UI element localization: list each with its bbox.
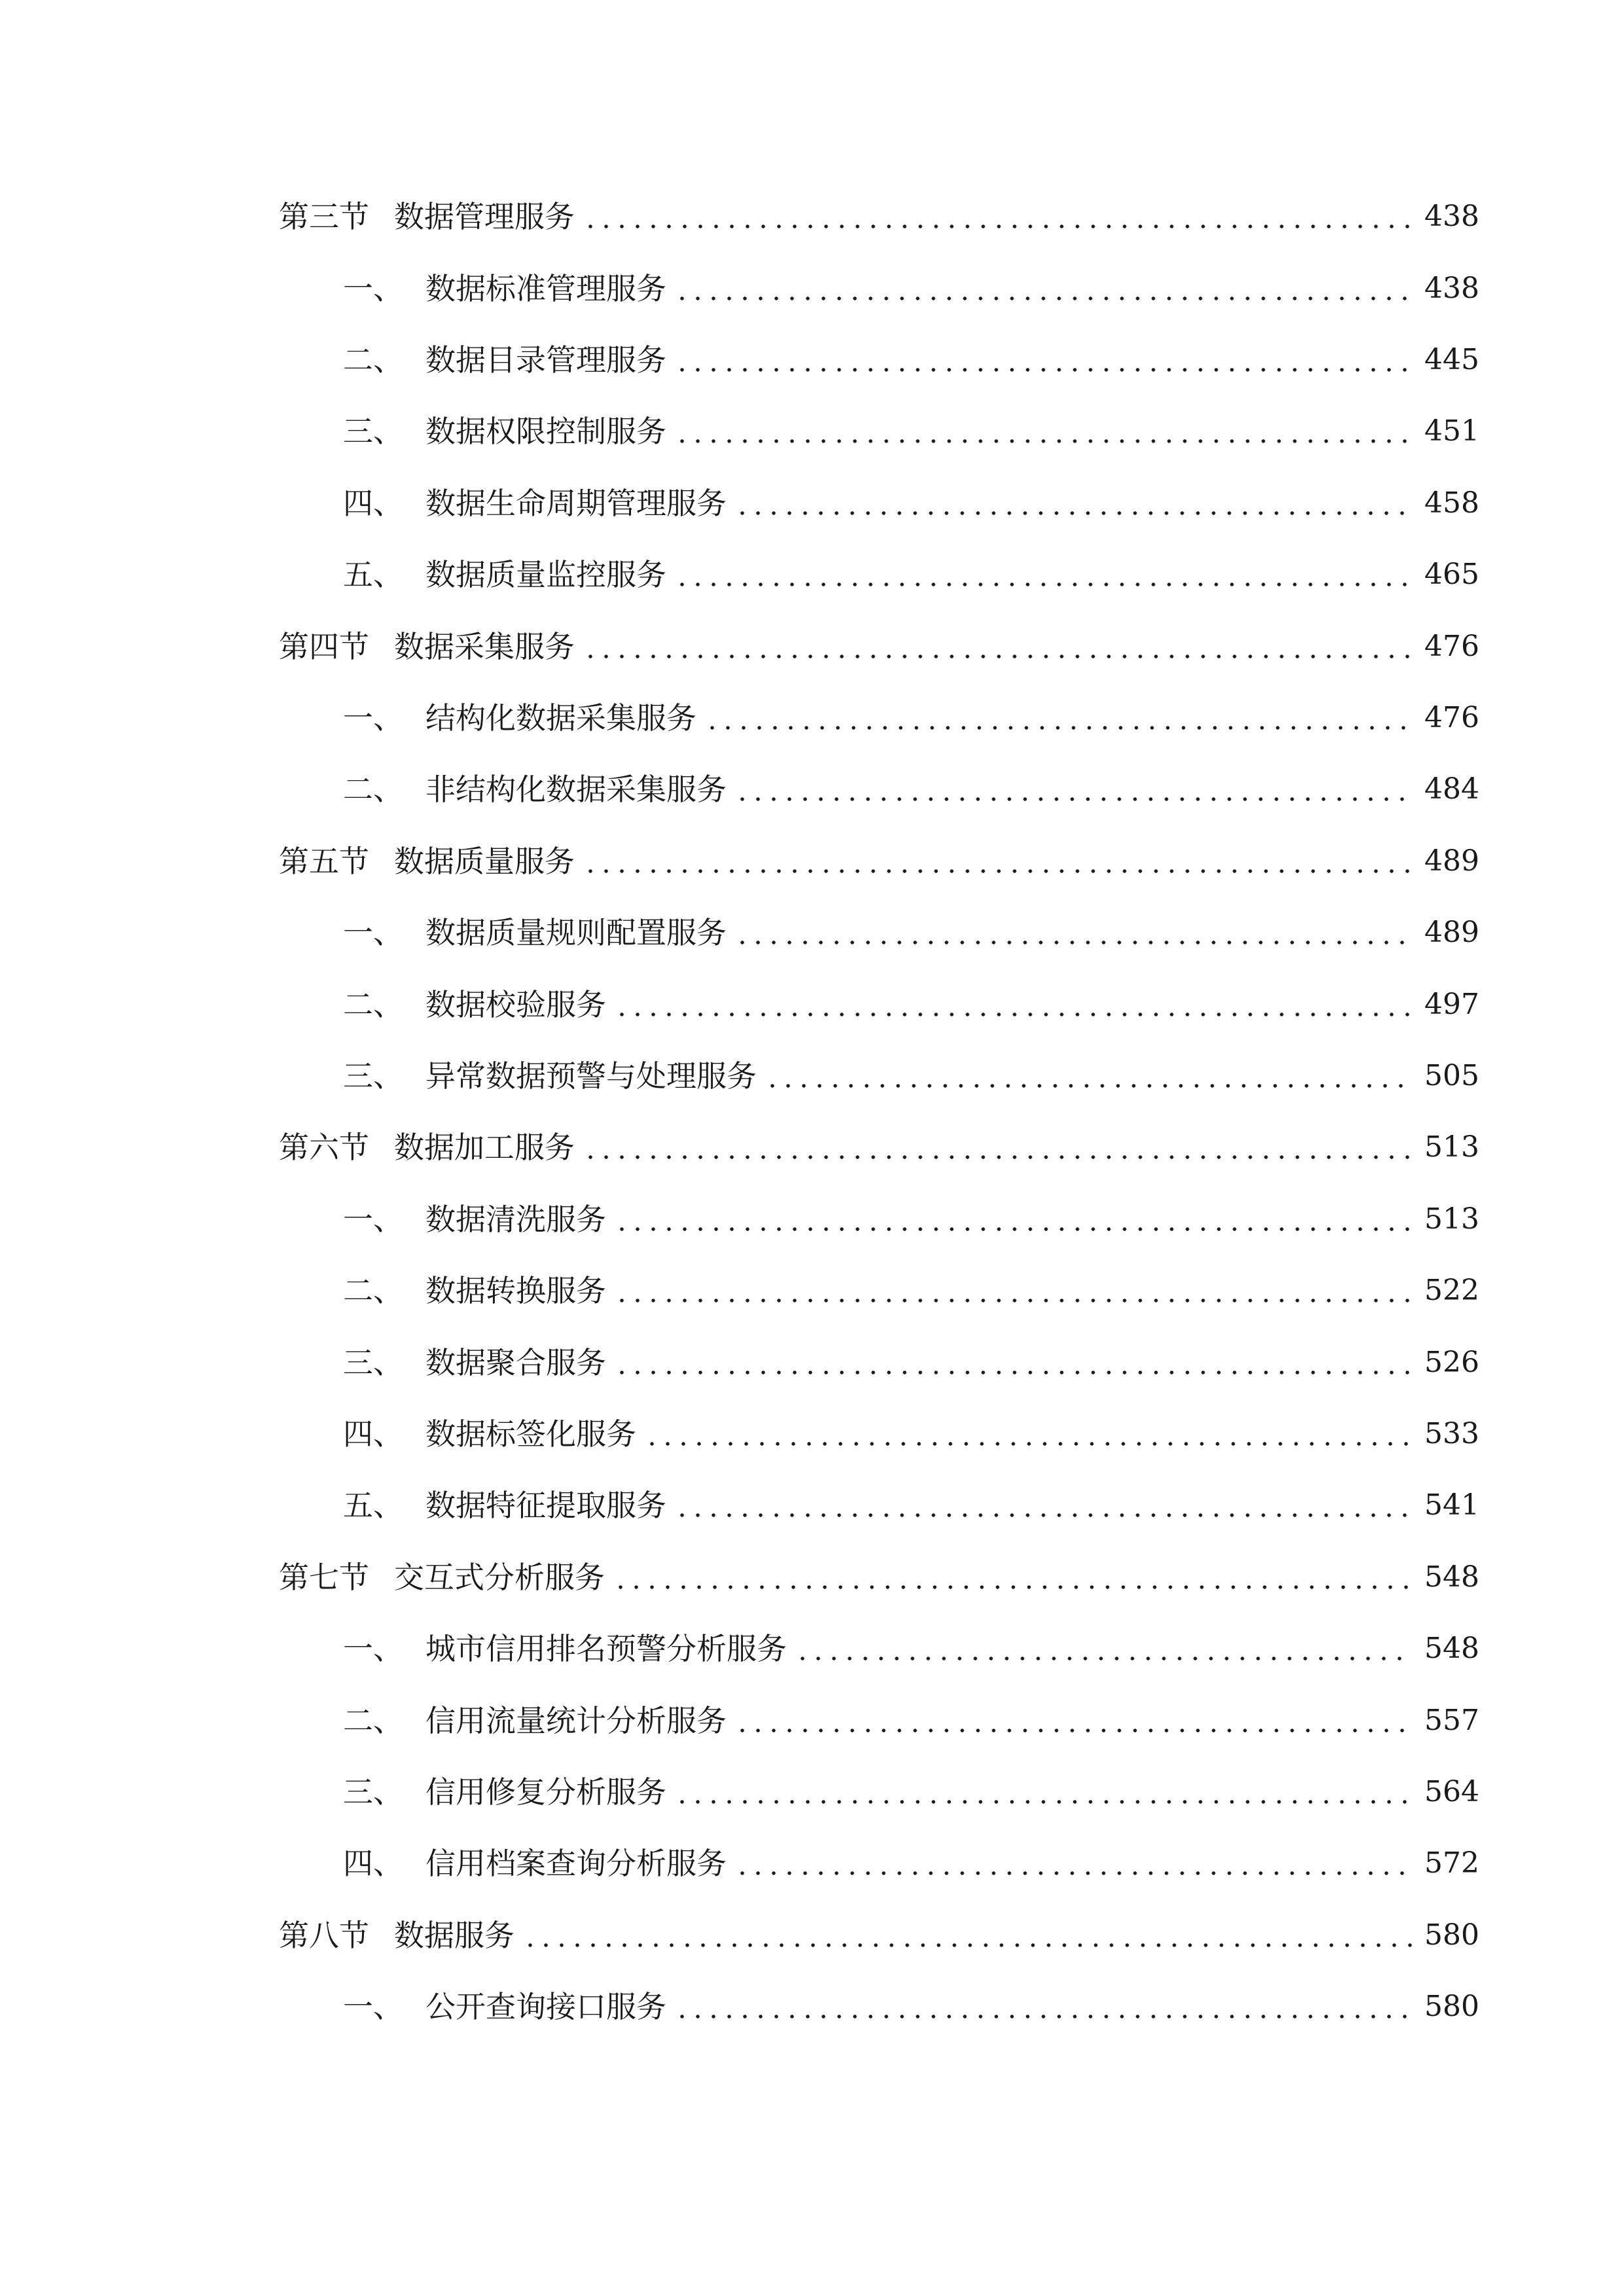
toc-entry[interactable]: [279, 1124, 1479, 1170]
toc-entry[interactable]: [343, 982, 1479, 1028]
toc-entry-title: 数据校验服务: [425, 987, 606, 1022]
toc-entry-page: 580: [1424, 1990, 1479, 2023]
dot-leader: [674, 552, 1413, 598]
toc-entry-title: 数据管理服务: [394, 199, 575, 234]
toc-entry-title: 数据生命周期管理服务: [425, 486, 727, 521]
toc-entry-title: 数据质量监控服务: [425, 557, 666, 592]
toc-entry-title: 结构化数据采集服务: [425, 700, 696, 736]
toc-entry-page: 445: [1424, 343, 1479, 376]
toc-entry[interactable]: [343, 1626, 1479, 1672]
toc-entry-number: 二、: [343, 772, 403, 807]
dot-leader: [704, 695, 1413, 741]
toc-entry-number: 第四节: [279, 629, 369, 664]
dot-leader: [614, 982, 1413, 1028]
toc-entry-number: 二、: [343, 987, 403, 1022]
toc-entry-number: 五、: [343, 557, 403, 592]
toc-entry-page: 526: [1424, 1346, 1479, 1379]
toc-entry-page: 489: [1424, 916, 1479, 949]
toc-entry-number: 一、: [343, 1202, 403, 1237]
dot-leader: [522, 1912, 1413, 1958]
toc-entry-number: 三、: [343, 1774, 403, 1810]
toc-entry[interactable]: [343, 1840, 1479, 1886]
toc-entry-page: 522: [1424, 1274, 1479, 1307]
dot-leader: [734, 1698, 1413, 1744]
toc-entry-title: 城市信用排名预警分析服务: [425, 1631, 787, 1666]
toc-entry[interactable]: [343, 1984, 1479, 2030]
toc-entry-number: 第三节: [279, 199, 369, 234]
toc-entry-title: 交互式分析服务: [394, 1560, 605, 1595]
toc-entry[interactable]: [343, 695, 1479, 741]
toc-entry-title: 数据质量服务: [394, 844, 575, 879]
toc-entry-page: 564: [1424, 1775, 1479, 1808]
dot-leader: [583, 1124, 1413, 1170]
toc-entry-title: 非结构化数据采集服务: [425, 772, 727, 807]
toc-entry-title: 异常数据预警与处理服务: [425, 1058, 757, 1094]
toc-entry[interactable]: [343, 408, 1479, 454]
dot-leader: [674, 1482, 1413, 1528]
dot-leader: [583, 624, 1413, 670]
toc-entry-number: 三、: [343, 1345, 403, 1380]
toc-entry-number: 一、: [343, 1631, 403, 1666]
toc-entry-page: 513: [1424, 1130, 1479, 1164]
toc-entry[interactable]: [279, 1554, 1479, 1600]
toc-entry-title: 数据特征提取服务: [425, 1488, 666, 1523]
toc-entry-page: 489: [1424, 844, 1479, 878]
toc-entry-page: 572: [1424, 1846, 1479, 1880]
toc-entry-number: 五、: [343, 1488, 403, 1523]
dot-leader: [613, 1554, 1413, 1600]
toc-entry-number: 二、: [343, 342, 403, 378]
dot-leader: [674, 408, 1413, 454]
toc-entry-page: 497: [1424, 988, 1479, 1021]
dot-leader: [734, 766, 1413, 812]
toc-entry-page: 557: [1424, 1704, 1479, 1737]
toc-entry-page: 580: [1424, 1918, 1479, 1952]
toc-entry[interactable]: [343, 766, 1479, 812]
toc-entry-page: 484: [1424, 772, 1479, 806]
toc-entry[interactable]: [343, 552, 1479, 598]
dot-leader: [614, 1268, 1413, 1314]
dot-leader: [644, 1411, 1413, 1457]
toc-entry[interactable]: [343, 1411, 1479, 1457]
toc-entry-title: 数据转换服务: [425, 1273, 606, 1308]
toc-entry-page: 451: [1424, 414, 1479, 448]
toc-entry-number: 三、: [343, 414, 403, 449]
dot-leader: [583, 838, 1413, 884]
dot-leader: [583, 194, 1413, 240]
toc-entry-title: 数据目录管理服务: [425, 342, 666, 378]
toc-entry-number: 第六节: [279, 1130, 369, 1165]
toc-entry[interactable]: [279, 838, 1479, 884]
toc-entry-number: 一、: [343, 271, 403, 306]
toc-entry-page: 438: [1424, 200, 1479, 233]
toc-entry-title: 数据权限控制服务: [425, 414, 666, 449]
toc-entry-title: 信用修复分析服务: [425, 1774, 666, 1810]
toc-entry-number: 四、: [343, 486, 403, 521]
toc-entry-title: 数据服务: [394, 1918, 514, 1953]
toc-entry-page: 548: [1424, 1632, 1479, 1665]
toc-entry-page: 505: [1424, 1059, 1479, 1092]
toc-entry[interactable]: [343, 1340, 1479, 1386]
toc-entry-page: 541: [1424, 1488, 1479, 1522]
toc-entry-page: 465: [1424, 558, 1479, 591]
toc-entry-number: 一、: [343, 915, 403, 950]
toc-entry-page: 548: [1424, 1560, 1479, 1594]
toc-entry-number: 三、: [343, 1058, 403, 1094]
dot-leader: [614, 1196, 1413, 1242]
toc-entry-number: 二、: [343, 1703, 403, 1738]
dot-leader: [614, 1340, 1413, 1386]
toc-entry-page: 513: [1424, 1202, 1479, 1236]
toc-entry-title: 信用档案查询分析服务: [425, 1846, 727, 1881]
toc-entry-title: 数据采集服务: [394, 629, 575, 664]
toc-entry[interactable]: [279, 194, 1479, 240]
toc-entry-title: 数据清洗服务: [425, 1202, 606, 1237]
toc-entry-page: 476: [1424, 701, 1479, 734]
toc-entry-number: 第五节: [279, 844, 369, 879]
toc-entry[interactable]: [343, 910, 1479, 956]
toc-entry-number: 第八节: [279, 1918, 369, 1953]
toc-entry[interactable]: [343, 266, 1479, 312]
toc-entry-title: 数据标签化服务: [425, 1416, 636, 1452]
toc-entry[interactable]: [343, 1482, 1479, 1528]
toc-entry-title: 数据加工服务: [394, 1130, 575, 1165]
toc-entry[interactable]: [343, 1196, 1479, 1242]
dot-leader: [795, 1626, 1413, 1672]
toc-entry[interactable]: [343, 1769, 1479, 1815]
toc-entry[interactable]: [279, 624, 1479, 670]
toc-entry[interactable]: [343, 1698, 1479, 1744]
toc-entry-number: 一、: [343, 700, 403, 736]
toc-entry-page: 476: [1424, 630, 1479, 663]
toc-entry-title: 数据聚合服务: [425, 1345, 606, 1380]
toc-entry-number: 四、: [343, 1416, 403, 1452]
toc-entry-title: 数据质量规则配置服务: [425, 915, 727, 950]
toc-entry-page: 533: [1424, 1417, 1479, 1450]
dot-leader: [765, 1053, 1413, 1099]
toc-entry-number: 一、: [343, 1989, 403, 2024]
toc-entry-number: 二、: [343, 1273, 403, 1308]
toc-entry-page: 438: [1424, 272, 1479, 305]
dot-leader: [674, 1984, 1413, 2030]
toc-entry-number: 第七节: [279, 1560, 369, 1595]
toc-entry[interactable]: [343, 1268, 1479, 1314]
toc-entry-title: 信用流量统计分析服务: [425, 1703, 727, 1738]
dot-leader: [674, 1769, 1413, 1815]
dot-leader: [734, 1840, 1413, 1886]
toc-entry-number: 四、: [343, 1846, 403, 1881]
toc-entry[interactable]: [343, 337, 1479, 383]
toc-entry-title: 数据标准管理服务: [425, 271, 666, 306]
toc-entry[interactable]: [343, 480, 1479, 526]
toc-entry[interactable]: [343, 1053, 1479, 1099]
toc-entry-title: 公开查询接口服务: [425, 1989, 666, 2024]
dot-leader: [734, 480, 1413, 526]
dot-leader: [734, 910, 1413, 956]
dot-leader: [674, 266, 1413, 312]
dot-leader: [674, 337, 1413, 383]
toc-entry-page: 458: [1424, 486, 1479, 520]
toc-entry[interactable]: [279, 1912, 1479, 1958]
